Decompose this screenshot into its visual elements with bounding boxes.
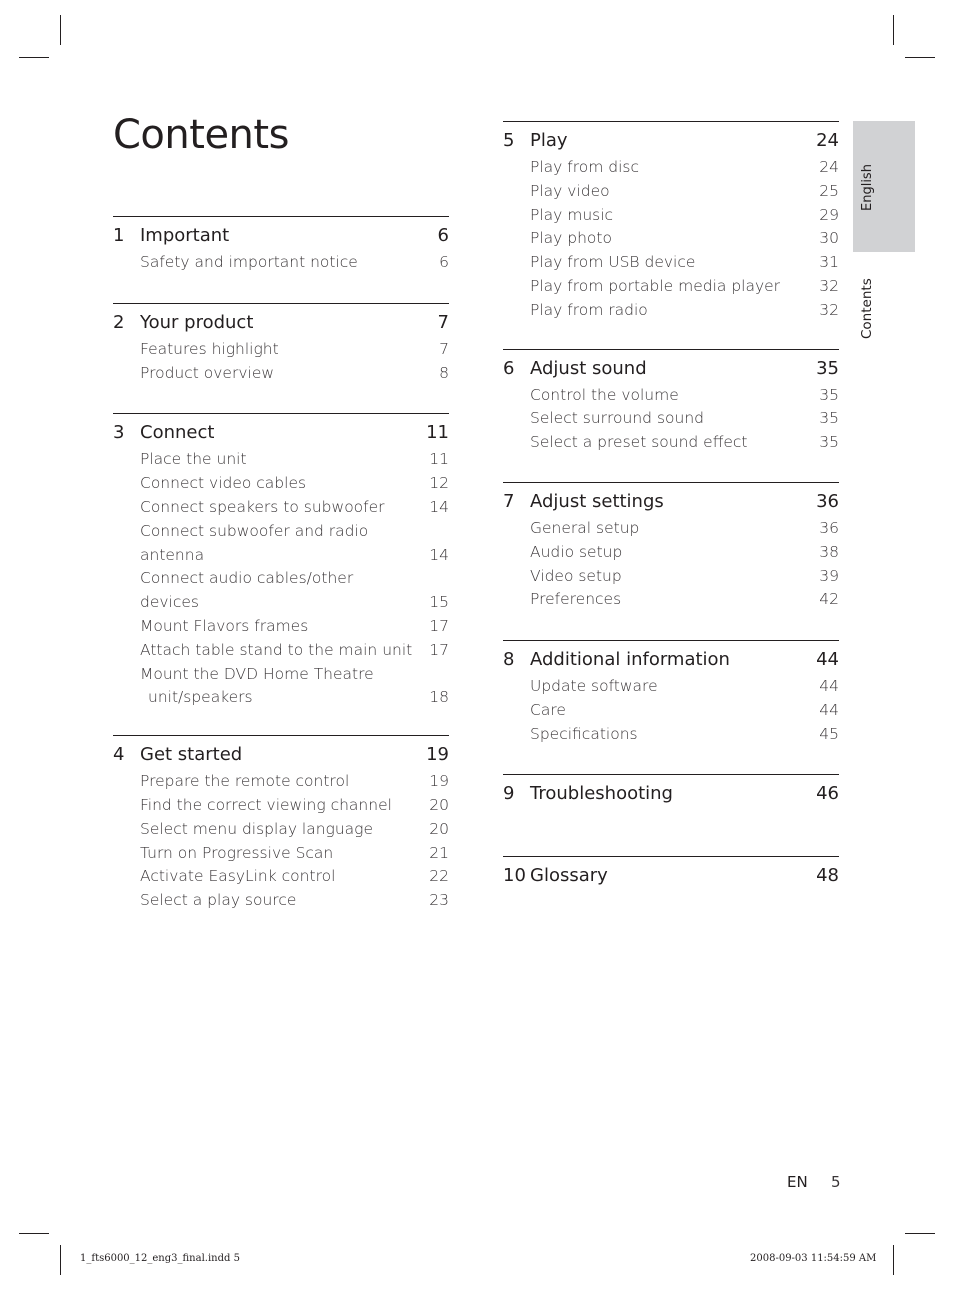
crop-mark — [905, 57, 935, 58]
entry-title-text: Connect audio cables/other devices — [140, 569, 354, 612]
entry-title — [140, 818, 449, 842]
entry-page-number: 17 — [429, 616, 449, 635]
toc-entry[interactable] — [113, 448, 449, 472]
toc-item-list — [113, 770, 449, 913]
entry-page-number: 15 — [429, 593, 449, 612]
entry-title-text: Audio setup — [530, 542, 623, 561]
entry-title-text: Features highlight — [140, 339, 279, 358]
entry-title — [140, 639, 449, 663]
section-number: 1 — [113, 225, 125, 246]
entry-page-number: 39 — [819, 566, 839, 585]
crop-mark — [893, 15, 894, 45]
entry-title — [530, 565, 839, 589]
section-number: 9 — [503, 782, 515, 804]
entry-title-text: Play music — [530, 205, 614, 224]
entry-title — [140, 520, 449, 568]
entry-title-text: Attach table stand to the main unit — [140, 640, 413, 659]
toc-entry[interactable] — [503, 588, 839, 612]
toc-entry[interactable] — [503, 156, 839, 180]
print-slug-filename: 1_fts6000_12_eng3_final.indd 5 — [80, 1253, 240, 1264]
entry-title-text: Connect video cables — [140, 474, 307, 493]
entry-title — [140, 448, 449, 472]
toc-section — [113, 413, 449, 710]
entry-page-number: 32 — [819, 276, 839, 295]
language-tab-label: English — [860, 164, 875, 211]
entry-title-text: Select menu display language — [140, 819, 374, 838]
section-page-number: 46 — [816, 782, 839, 804]
toc-entry[interactable] — [113, 889, 449, 913]
entry-title — [530, 541, 839, 565]
section-title: Troubleshooting — [530, 782, 673, 804]
entry-title-text: Video setup — [530, 566, 622, 585]
section-title: Connect — [140, 422, 215, 444]
toc-entry[interactable] — [503, 299, 839, 323]
entry-page-number: 24 — [819, 158, 839, 176]
entry-title-text: Play from USB device — [530, 253, 696, 272]
toc-entry[interactable] — [113, 639, 449, 663]
entry-title — [140, 472, 449, 496]
entry-title-text: Update software — [530, 677, 658, 696]
toc-entry[interactable] — [503, 251, 839, 275]
entry-page-number: 6 — [439, 253, 449, 271]
entry-title-text: Safety and important notice — [140, 253, 358, 271]
entry-page-number: 12 — [429, 474, 449, 493]
toc-section — [503, 640, 839, 746]
entry-title — [140, 567, 449, 615]
section-page-number: 24 — [816, 130, 839, 151]
entry-title-text: Find the correct viewing channel — [140, 795, 392, 814]
entry-page-number: 32 — [819, 300, 839, 319]
entry-page-number: 14 — [429, 545, 449, 564]
entry-title-text: Play from portable media player — [530, 276, 781, 295]
toc-entry[interactable] — [503, 565, 839, 589]
toc-section-heading[interactable] — [503, 354, 839, 384]
entry-page-number: 22 — [429, 867, 449, 886]
toc-entry[interactable] — [113, 770, 449, 794]
toc-section — [503, 349, 839, 455]
toc-entry[interactable] — [503, 541, 839, 565]
toc-item-list — [503, 384, 839, 455]
toc-section-heading[interactable] — [113, 740, 449, 770]
entry-title-text: Place the unit — [140, 450, 247, 469]
entry-title — [530, 588, 839, 612]
entry-title-text: Select a preset sound effect — [530, 433, 748, 452]
entry-title — [530, 204, 839, 228]
entry-title — [140, 842, 449, 866]
entry-title-text: Connect speakers to subwoofer — [140, 497, 385, 516]
entry-title-text: Connect subwoofer and radio antenna — [140, 521, 369, 564]
section-number: 6 — [503, 357, 515, 379]
entry-page-number: 45 — [819, 724, 839, 743]
entry-title — [140, 663, 449, 711]
entry-title-text: General setup — [530, 518, 640, 537]
entry-title-text: Specifications — [530, 724, 638, 743]
section-page-number: 35 — [816, 357, 839, 379]
section-title: Get started — [140, 744, 243, 766]
entry-title-text: Product overview — [140, 363, 275, 382]
entry-title-text: Control the volume — [530, 385, 679, 404]
section-page-number: 36 — [816, 490, 839, 512]
section-page-number: 19 — [426, 744, 449, 766]
entry-title — [530, 517, 839, 541]
toc-entry[interactable] — [113, 496, 449, 520]
footer-page-number: 5 — [831, 1173, 841, 1191]
entry-page-number: 35 — [819, 409, 839, 428]
entry-title — [530, 299, 839, 323]
crop-mark — [905, 1233, 935, 1234]
entry-title-text: Select a play source — [140, 891, 297, 910]
toc-item-list — [503, 517, 839, 612]
section-title: Glossary — [530, 864, 608, 886]
section-title: Additional information — [530, 649, 730, 671]
toc-entry[interactable] — [503, 275, 839, 299]
toc-item-list — [503, 156, 839, 323]
toc-entry[interactable] — [503, 227, 839, 251]
toc-entry[interactable] — [113, 865, 449, 889]
toc-entry[interactable] — [113, 663, 449, 711]
entry-title-text: Prepare the remote control — [140, 772, 350, 791]
crop-mark — [893, 1245, 894, 1275]
toc-entry[interactable] — [113, 567, 449, 615]
entry-page-number: 35 — [819, 385, 839, 404]
toc-section-heading[interactable] — [503, 645, 839, 675]
entry-title — [530, 384, 839, 408]
toc-section-heading[interactable] — [503, 487, 839, 517]
footer-language: EN — [787, 1173, 808, 1191]
entry-page-number: 42 — [819, 590, 839, 609]
toc-entry[interactable] — [113, 362, 449, 386]
toc-item-list — [113, 338, 449, 386]
entry-page-number: 7 — [439, 339, 449, 358]
toc-section — [503, 482, 839, 612]
section-number: 7 — [503, 490, 515, 512]
entry-title — [530, 156, 839, 180]
print-slug-timestamp: 2008-09-03 11:54:59 AM — [750, 1253, 877, 1264]
entry-title-text: Preferences — [530, 590, 622, 609]
toc-item-list — [113, 251, 449, 275]
toc-left-column — [113, 216, 449, 913]
entry-page-number: 14 — [429, 497, 449, 516]
toc-entry[interactable] — [503, 699, 839, 723]
entry-page-number: 20 — [429, 819, 449, 838]
entry-title — [530, 275, 839, 299]
toc-section-heading[interactable] — [503, 779, 839, 809]
section-number: 2 — [113, 311, 125, 333]
entry-title — [530, 431, 839, 455]
toc-entry[interactable] — [503, 384, 839, 408]
section-page-number: 44 — [816, 649, 839, 671]
entry-page-number: 19 — [429, 772, 449, 791]
entry-title — [140, 362, 449, 386]
section-title: Adjust sound — [530, 357, 647, 379]
entry-title-text: Mount Flavors frames — [140, 616, 309, 635]
crop-mark — [19, 57, 49, 58]
toc-entry[interactable] — [113, 818, 449, 842]
section-page-number: 7 — [437, 311, 449, 333]
entry-page-number: 35 — [819, 433, 839, 452]
section-number: 4 — [113, 744, 125, 766]
entry-title-text: Play video — [530, 181, 610, 200]
toc-section-heading[interactable] — [113, 308, 449, 338]
toc-section — [113, 303, 449, 386]
entry-page-number: 23 — [429, 891, 449, 910]
toc-section-heading[interactable] — [503, 126, 839, 156]
section-number: 5 — [503, 130, 515, 151]
toc-section — [113, 216, 449, 275]
entry-title — [140, 794, 449, 818]
toc-section-heading[interactable] — [503, 861, 839, 891]
entry-page-number: 20 — [429, 795, 449, 814]
entry-page-number: 36 — [819, 518, 839, 537]
entry-page-number: 44 — [819, 700, 839, 719]
crop-mark — [60, 1245, 61, 1275]
toc-entry[interactable] — [113, 251, 449, 275]
section-number: 3 — [113, 422, 125, 444]
entry-page-number: 8 — [439, 363, 449, 382]
toc-section — [113, 735, 449, 913]
entry-title — [530, 407, 839, 431]
entry-page-number: 31 — [819, 253, 839, 272]
toc-entry[interactable] — [503, 204, 839, 228]
section-number: 10 — [503, 864, 526, 886]
entry-title-text: Turn on Progressive Scan — [140, 843, 334, 862]
toc-entry[interactable] — [503, 180, 839, 204]
crop-mark — [60, 15, 61, 45]
entry-page-number: 21 — [429, 843, 449, 862]
entry-title-text: Play photo — [530, 229, 612, 248]
toc-entry[interactable] — [113, 615, 449, 639]
page-title: Contents — [113, 112, 289, 158]
toc-section-heading[interactable] — [113, 221, 449, 251]
section-page-number: 48 — [816, 864, 839, 886]
entry-title — [530, 251, 839, 275]
entry-title — [530, 723, 839, 747]
entry-title — [140, 615, 449, 639]
entry-title — [530, 699, 839, 723]
entry-title-text: Care — [530, 700, 566, 719]
entry-title — [140, 865, 449, 889]
toc-section-heading[interactable] — [113, 418, 449, 448]
entry-page-number: 17 — [429, 640, 449, 659]
toc-section — [503, 856, 839, 891]
entry-title — [530, 180, 839, 204]
section-title: Your product — [140, 311, 254, 333]
entry-title — [140, 251, 449, 275]
toc-section — [503, 774, 839, 809]
section-title: Important — [140, 225, 230, 246]
entry-page-number: 11 — [429, 450, 449, 469]
entry-title-text: Activate EasyLink control — [140, 867, 336, 886]
toc-entry[interactable] — [113, 842, 449, 866]
section-number: 8 — [503, 649, 515, 671]
entry-page-number: 38 — [819, 542, 839, 561]
toc-entry[interactable] — [503, 675, 839, 699]
entry-title-text: Play from disc — [530, 158, 639, 176]
toc-entry[interactable] — [113, 520, 449, 568]
crop-mark — [19, 1233, 49, 1234]
entry-title — [140, 496, 449, 520]
entry-title-text: Mount the DVD Home Theatre — [140, 664, 374, 683]
side-section-label: Contents — [859, 278, 875, 339]
entry-page-number: 29 — [819, 205, 839, 224]
entry-title — [530, 227, 839, 251]
toc-right-column — [503, 121, 839, 891]
entry-title-text: Play from radio — [530, 300, 648, 319]
entry-title — [530, 675, 839, 699]
entry-page-number: 44 — [819, 677, 839, 696]
entry-page-number: 18 — [429, 688, 449, 707]
section-page-number: 11 — [426, 422, 449, 444]
toc-item-list — [113, 448, 449, 710]
toc-section — [503, 121, 839, 323]
toc-entry[interactable] — [503, 407, 839, 431]
toc-entry[interactable] — [503, 517, 839, 541]
section-title: Play — [530, 130, 568, 151]
toc-entry[interactable] — [113, 794, 449, 818]
entry-title-text: Select surround sound — [530, 409, 704, 428]
toc-entry[interactable] — [113, 338, 449, 362]
section-page-number: 6 — [437, 225, 449, 246]
entry-title — [140, 889, 449, 913]
entry-title-continued: unit/speakers — [148, 688, 253, 707]
toc-item-list — [503, 675, 839, 746]
toc-entry[interactable] — [503, 431, 839, 455]
entry-page-number: 25 — [819, 181, 839, 200]
entry-title — [140, 770, 449, 794]
toc-entry[interactable] — [113, 472, 449, 496]
toc-entry[interactable] — [503, 723, 839, 747]
section-title: Adjust settings — [530, 490, 664, 512]
entry-page-number: 30 — [819, 229, 839, 248]
entry-title — [140, 338, 449, 362]
